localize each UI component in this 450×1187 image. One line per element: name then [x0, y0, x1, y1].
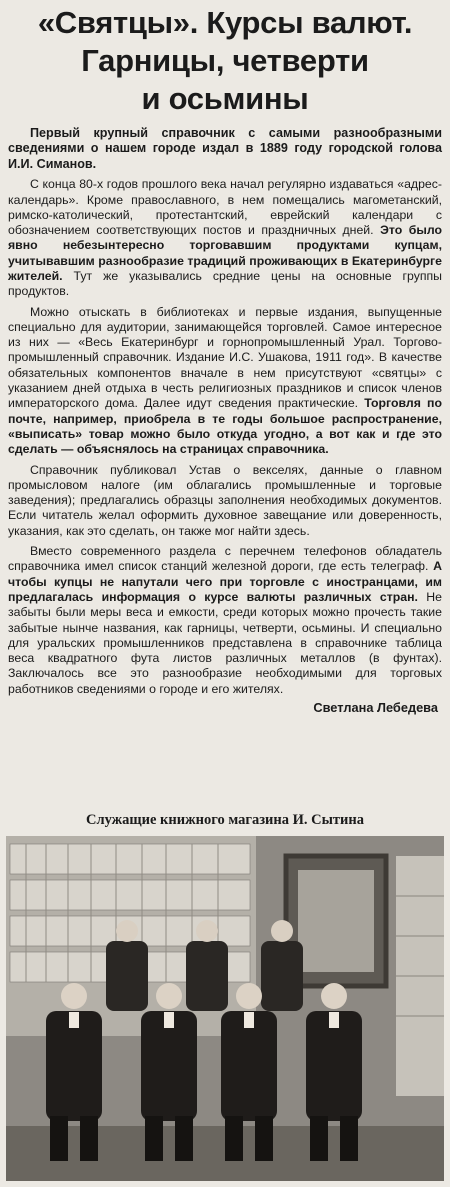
author-name: Светлана Лебедева: [313, 700, 438, 716]
article-title: [0, 4, 450, 118]
paragraph-4: Вместо современного раздела с перечнем телефонов обладатель справочника имел список станций железной дороги, где есть телеграф. А чтобы купцы не напутали чего при торговле с иностранцами, им предлагалась информация о курсе валюты различных стран. Не забыты были меры веса и емкости, среди которых можно прочесть такие забытые нынче названия, как гарницы, четверти, осьмины. И специально для уральских промышленников представлена в справочнике таблица веса квадратного фута листов различных металлов (в фунтах). Заключалось все это разнообразие необходимыми для торговых работников сведениями о городе и его жителях.: [8, 544, 443, 696]
photo-caption: Служащие книжного магазина И. Сытина: [85, 812, 365, 828]
title-line-2: Гарницы, четверти: [81, 43, 369, 78]
photo-illustration: [6, 836, 444, 1181]
title-line-3: и осьмины: [141, 81, 309, 116]
paragraph-1: С конца 80-х годов прошлого века начал регулярно издаваться «адрес-календарь». Кроме православного, в нем помещались магометанский, римско-католический, протестантский, еврейский календари с обозначением соответствующих постов и праздничных дней. Это было явно небезынтересно торговавшим продуктами купцам, учитывавшим разнообразие традиций проживающих в Екатеринбурге жителей. Тут же указывались средние цены на основные группы продуктов.: [8, 177, 442, 299]
article-body: [8, 126, 442, 715]
historical-photo: [6, 836, 444, 1181]
paragraph-2: Можно отыскать в библиотеках и первые издания, выпущенные специально для аудитории, занимающейся торговлей. Самое интересное из них — «Весь Екатеринбург и горнопромышленный Урал. Торгово-промышленный справочник. Издание И.С. Ушакова, 1911 год». В качестве обязательных компонентов вначале в нем присутствуют «святцы» с указанием дней отдыха в честь религиозных праздников и список членов императорского дома. Далее идут сведения практические. Торговля по почте, например, приобрела в те годы большое распространение, «выписать» товар можно было откуда угодно, а вот как и где это сделать — объяснялось на страницах справочника.: [8, 304, 442, 457]
article-lead: Первый крупный справочник с самыми разнообразными сведениями о нашем городе издал в 1889 году городской голова И.И. Симанов.: [8, 126, 442, 171]
title-line-1: «Святцы». Курсы валют.: [37, 5, 413, 40]
paragraph-3: Справочник публиковал Устав о векселях, данные о главном промысловом налоге (им облагались промышленные и торговые заведения); предлагались образцы заполнения необходимых документов. Если читатель желал оформить духовное завещание или доверенность, указания, как это сделать, он также мог найти здесь.: [8, 462, 442, 538]
